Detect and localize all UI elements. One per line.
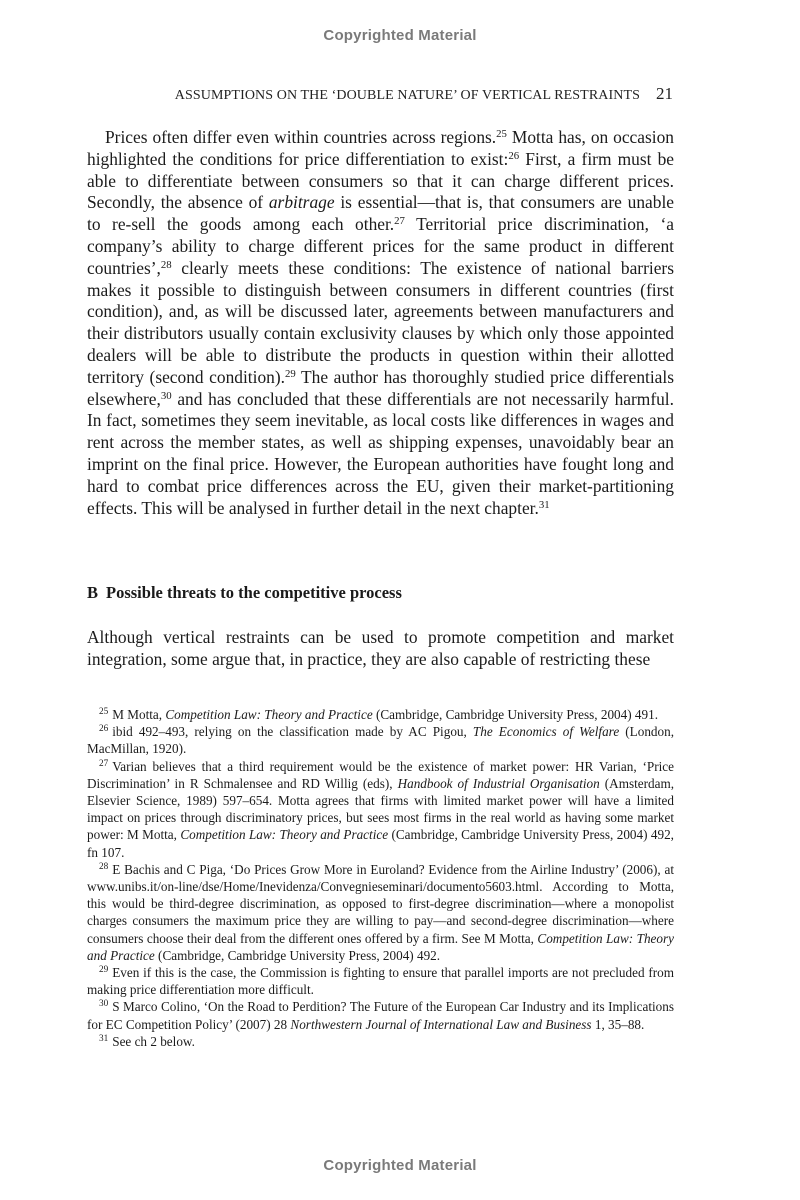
- text-segment: (Amsterdam, Elsevier Science, 1989) 597–654. Motta agrees that firms with limited market power will have a limited impact on prices through discriminatory prices, but sees most firms in the real world as having some market power: M Motta,: [87, 775, 674, 843]
- section-letter: B: [87, 583, 99, 602]
- text-segment: See ch 2 below.: [112, 1033, 195, 1049]
- text-segment: (Cambridge, Cambridge University Press, 2004) 492, fn 107.: [87, 827, 674, 860]
- text-segment: is essential—that is, that consumers are unable to re-sell the goods among each other.: [87, 192, 674, 235]
- text-segment: S Marco Colino, ‘On the Road to Perdition? The Future of the European Car Industry and its Implications for EC Competition Policy’ (2007) 28: [87, 999, 674, 1032]
- paragraph-2: [87, 627, 674, 671]
- text-segment: and has concluded that these differentials are not necessarily harmful. In fact, sometimes they seem inevitable, as local costs like differences in wages and rent across the member states, as well as shipping expenses, unavoidably bear an imprint on the final price. However, the European authorities have fought long and hard to combat price differences across the EU, given their market-partitioning effects. This will be analysed in further detail in the next chapter.: [87, 388, 674, 518]
- text-segment: Territorial price discrimination, ‘a company’s ability to charge different prices for the same product in different countries’,: [87, 214, 674, 278]
- book-title: The Economics of Welfare: [472, 724, 620, 740]
- page-number: 21: [656, 84, 673, 103]
- footnote-number: 28: [99, 860, 109, 871]
- footnote-31: [87, 1033, 674, 1050]
- text-segment: The author has thoroughly studied price differentials elsewhere,: [87, 366, 674, 409]
- watermark-top: Copyrighted Material: [323, 27, 477, 44]
- footnote-ref-26[interactable]: 26: [508, 149, 520, 162]
- text-segment: E Bachis and C Piga, ‘Do Prices Grow More in Euroland? Evidence from the Airline Industry’ (2006), at www.unibs.it/on-line/dse/Home/Inevidenza/Convegnieseminari/documento5603.html. According to Motta, this would be third-degree discrimination, as opposed to first-degree discrimination—where a monopolist charges consumers the maximum price they are willing to pay—and second-degree discrimination—where consumers choose their deal from the different ones offered by a firm. See M Motta,: [87, 861, 674, 946]
- footnote-ref-28[interactable]: 28: [160, 258, 172, 271]
- footnote-29: [87, 964, 674, 998]
- book-title: Competition Law: Theory and Practice: [180, 827, 389, 843]
- footnotes: [87, 706, 674, 1050]
- footnote-number: 29: [99, 963, 109, 974]
- book-title: Competition Law: Theory and Practice: [87, 930, 674, 963]
- footnote-number: 30: [99, 998, 109, 1009]
- text-segment: 1, 35–88.: [591, 1016, 645, 1032]
- text-segment: M Motta,: [112, 707, 166, 722]
- footnote-ref-29[interactable]: 29: [285, 367, 296, 380]
- text-segment: (Cambridge, Cambridge University Press, 2004) 491.: [372, 707, 659, 722]
- text-segment: ibid 492–493, relying on the classification made by AC Pigou,: [112, 724, 473, 740]
- footnote-25: [87, 706, 674, 723]
- footnote-27: [87, 758, 674, 861]
- footnote-number: 27: [99, 757, 109, 768]
- section-heading: [87, 583, 402, 603]
- footnote-30: [87, 998, 674, 1032]
- journal-title: Northwestern Journal of International Law and Business: [290, 1016, 592, 1032]
- text-segment: First, a firm must be able to differentiate between consumers so that it can charge different prices. Secondly, the absence of: [87, 148, 674, 213]
- footnote-ref-25[interactable]: 25: [496, 128, 507, 141]
- text-segment: Motta has, on occasion highlighted the conditions for price differentiation to exist:: [87, 127, 674, 169]
- footnote-number: 26: [99, 723, 109, 734]
- book-title: Handbook of Industrial Organisation: [397, 775, 600, 791]
- footnote-number: 25: [99, 705, 109, 716]
- text-segment: (Cambridge, Cambridge University Press, 2004) 492.: [154, 947, 441, 963]
- paragraph-1-text: [87, 127, 674, 519]
- emphasis-arbitrage: arbitrage: [268, 192, 335, 213]
- footnote-ref-30[interactable]: 30: [160, 389, 172, 402]
- footnote-26: [87, 723, 674, 757]
- footnote-ref-27[interactable]: 27: [394, 215, 405, 228]
- paragraph-1: [87, 127, 674, 519]
- text-segment: (London, MacMillan, 1920).: [87, 724, 674, 757]
- footnote-ref-31[interactable]: 31: [538, 498, 550, 511]
- running-head: [87, 84, 673, 104]
- footnote-28: [87, 861, 674, 964]
- section-title: Possible threats to the competitive process: [106, 583, 402, 602]
- text-segment: Varian believes that a third requirement would be the existence of market power: HR Varian, ‘Price Discrimination’ in R Schmalensee and RD Willig (eds),: [87, 758, 674, 791]
- text-segment: Even if this is the case, the Commission is fighting to ensure that parallel imports are not precluded from making price differentiation more difficult.: [87, 965, 674, 998]
- watermark-bottom: Copyrighted Material: [323, 1157, 477, 1174]
- text-segment: clearly meets these conditions: The existence of national barriers makes it possible to distinguish between consumers in different countries (first condition), and, as will be discussed later, agreements between manufacturers and their distributors usually contain exclusivity clauses by which only those appointed dealers will be able to distribute the products in question within their allotted territory (second condition).: [87, 257, 674, 387]
- paragraph-2-text: Although vertical restraints can be used to promote competition and market integration, some argue that, in practice, they are also capable of restricting these: [87, 627, 674, 669]
- text-segment: Prices often differ even within countries across regions.: [105, 127, 497, 147]
- footnote-number: 31: [99, 1032, 109, 1043]
- running-head-title: ASSUMPTIONS ON THE ‘DOUBLE NATURE’ OF VERTICAL RESTRAINTS: [174, 88, 640, 103]
- book-title: Competition Law: Theory and Practice: [165, 707, 373, 722]
